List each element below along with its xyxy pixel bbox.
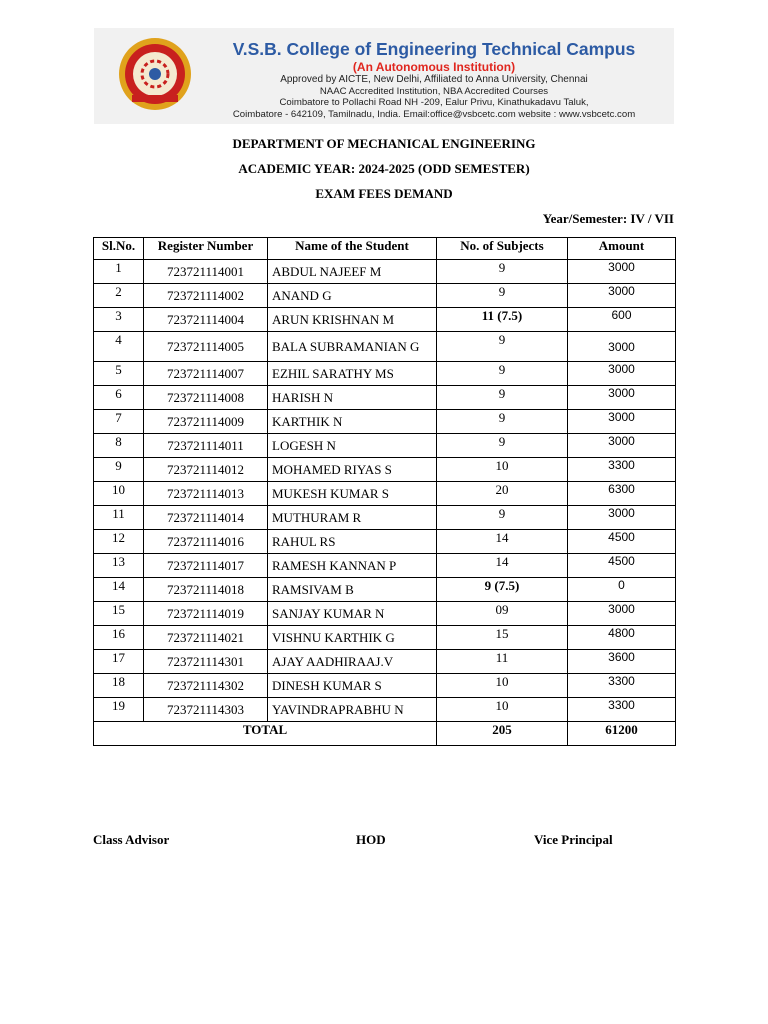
table-row [94,482,676,506]
autonomous-label: (An Autonomous Institution) [352,60,516,74]
register-number: 723721114002 [144,284,268,308]
no-of-subjects: 10 [437,674,568,698]
table-row [94,386,676,410]
total-subjects: 205 [437,722,568,746]
sl-no: 13 [94,554,144,578]
student-name: EZHIL SARATHY MS [268,362,437,386]
table-row [94,410,676,434]
letterhead-text [204,38,664,120]
register-number: 723721114004 [144,308,268,332]
student-name: VISHNU KARTHIK G [268,626,437,650]
table-row [94,284,676,308]
sl-no: 9 [94,458,144,482]
student-name: YAVINDRAPRABHU N [268,698,437,722]
register-number: 723721114019 [144,602,268,626]
student-name: ABDUL NAJEEF M [268,260,437,284]
sl-no: 15 [94,602,144,626]
sl-no: 2 [94,284,144,308]
table-row [94,602,676,626]
address-line-2: Coimbatore - 642109, Tamilnadu, India. Email:office@vsbcetc.com website : www.vsbcetc.com [232,108,636,120]
table-row [94,674,676,698]
no-of-subjects: 14 [437,530,568,554]
table-row [94,698,676,722]
register-number: 723721114012 [144,458,268,482]
sl-no: 16 [94,626,144,650]
vice-principal-signature: Vice Principal [534,832,613,847]
register-number: 723721114007 [144,362,268,386]
amount: 4500 [568,554,676,578]
sl-no: 10 [94,482,144,506]
header-no-of-subjects: No. of Subjects [437,238,568,260]
department-title: DEPARTMENT OF MECHANICAL ENGINEERING [232,136,536,151]
class-advisor-signature: Class Advisor [93,832,170,847]
register-number: 723721114016 [144,530,268,554]
register-number: 723721114009 [144,410,268,434]
table-row [94,362,676,386]
no-of-subjects: 14 [437,554,568,578]
amount: 3000 [568,410,676,434]
register-number: 723721114018 [144,578,268,602]
no-of-subjects: 9 [437,506,568,530]
accreditation-line: NAAC Accredited Institution, NBA Accredited Courses [319,85,549,97]
address-line-1: Coimbatore to Pollachi Road NH -209, Ealur Privu, Kinathukadavu Taluk, [279,97,589,108]
student-name: ANAND G [268,284,437,308]
table-row [94,260,676,284]
sl-no: 7 [94,410,144,434]
table-row [94,626,676,650]
table-row [94,308,676,332]
table-row [94,506,676,530]
sl-no: 3 [94,308,144,332]
sl-no: 5 [94,362,144,386]
register-number: 723721114014 [144,506,268,530]
table-row [94,530,676,554]
amount: 3000 [568,362,676,386]
sl-no: 11 [94,506,144,530]
amount: 6300 [568,482,676,506]
table-header-row [94,238,676,260]
table-row [94,458,676,482]
amount: 3300 [568,674,676,698]
sl-no: 1 [94,260,144,284]
no-of-subjects: 9 [437,260,568,284]
no-of-subjects: 9 [437,332,568,362]
header-amount: Amount [568,238,676,260]
amount: 3300 [568,458,676,482]
sl-no: 4 [94,332,144,362]
total-label: TOTAL [94,722,437,746]
student-name: RAHUL RS [268,530,437,554]
amount: 3600 [568,650,676,674]
register-number: 723721114013 [144,482,268,506]
register-number: 723721114001 [144,260,268,284]
amount: 3000 [568,506,676,530]
no-of-subjects: 9 [437,434,568,458]
register-number: 723721114011 [144,434,268,458]
no-of-subjects: 20 [437,482,568,506]
student-name: ARUN KRISHNAN M [268,308,437,332]
student-name: MUKESH KUMAR S [268,482,437,506]
no-of-subjects: 9 [437,362,568,386]
total-row [94,722,676,746]
student-name: MUTHURAM R [268,506,437,530]
no-of-subjects: 9 [437,410,568,434]
table-row [94,332,676,362]
amount: 3000 [568,260,676,284]
no-of-subjects: 9 (7.5) [437,578,568,602]
table-row [94,650,676,674]
table-row [94,434,676,458]
sl-no: 17 [94,650,144,674]
no-of-subjects: 10 [437,458,568,482]
no-of-subjects: 10 [437,698,568,722]
no-of-subjects: 9 [437,284,568,308]
no-of-subjects: 15 [437,626,568,650]
register-number: 723721114008 [144,386,268,410]
college-name: V.S.B. College of Engineering Technical Campus [232,39,636,59]
sl-no: 18 [94,674,144,698]
amount: 3000 [568,602,676,626]
table-row [94,578,676,602]
student-name: RAMESH KANNAN P [268,554,437,578]
student-name: RAMSIVAM B [268,578,437,602]
amount: 3000 [568,332,676,362]
sl-no: 14 [94,578,144,602]
student-name: AJAY AADHIRAAJ.V [268,650,437,674]
amount: 4500 [568,530,676,554]
student-name: DINESH KUMAR S [268,674,437,698]
student-name: KARTHIK N [268,410,437,434]
student-name: LOGESH N [268,434,437,458]
header-sl-no: Sl.No. [94,238,144,260]
student-name: SANJAY KUMAR N [268,602,437,626]
year-semester: Year/Semester: IV / VII [542,211,674,226]
register-number: 723721114302 [144,674,268,698]
register-number: 723721114303 [144,698,268,722]
amount: 4800 [568,626,676,650]
student-name: MOHAMED RIYAS S [268,458,437,482]
amount: 3000 [568,434,676,458]
amount: 600 [568,308,676,332]
academic-year-title: ACADEMIC YEAR: 2024-2025 (ODD SEMESTER) [238,161,530,176]
amount: 0 [568,578,676,602]
sl-no: 12 [94,530,144,554]
register-number: 723721114021 [144,626,268,650]
register-number: 723721114017 [144,554,268,578]
total-amount: 61200 [568,722,676,746]
college-logo-icon [118,37,192,111]
no-of-subjects: 09 [437,602,568,626]
amount: 3300 [568,698,676,722]
register-number: 723721114005 [144,332,268,362]
no-of-subjects: 11 [437,650,568,674]
sl-no: 6 [94,386,144,410]
hod-signature: HOD [356,832,386,847]
no-of-subjects: 9 [437,386,568,410]
header-register-number: Register Number [144,238,268,260]
exam-fees-table [93,237,676,746]
no-of-subjects: 11 (7.5) [437,308,568,332]
register-number: 723721114301 [144,650,268,674]
college-letterhead [94,28,674,124]
student-name: HARISH N [268,386,437,410]
student-name: BALA SUBRAMANIAN G [268,332,437,362]
amount: 3000 [568,386,676,410]
table-row [94,554,676,578]
exam-fees-title: EXAM FEES DEMAND [315,186,453,201]
amount: 3000 [568,284,676,308]
sl-no: 8 [94,434,144,458]
approval-line: Approved by AICTE, New Delhi, Affiliated to Anna University, Chennai [280,74,588,85]
header-student-name: Name of the Student [268,238,437,260]
sl-no: 19 [94,698,144,722]
